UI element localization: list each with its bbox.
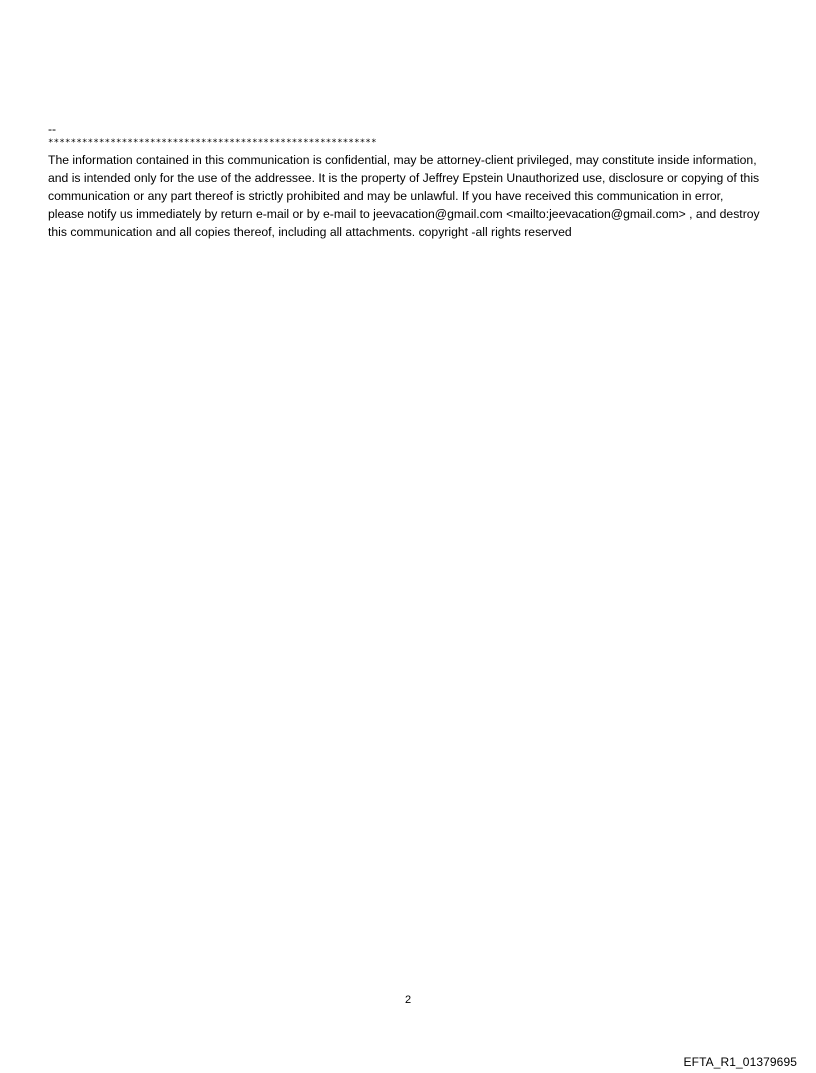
page-number: 2 xyxy=(404,994,412,1006)
asterisk-separator: ********************************************************** xyxy=(48,138,377,148)
email-body xyxy=(48,121,768,241)
signature-delimiter: -- xyxy=(48,122,57,136)
confidentiality-disclaimer: The information contained in this communication is confidential, may be attorney-client privileged, may constitute inside information, and is intended only for the use of the addressee. It is the property of Jeffrey Epstein Unauthorized use, disclosure or copying of this communication or any part thereof is strictly prohibited and may be unlawful. If you have received this communication in error, please notify us immediately by return e-mail or by e-mail to jeevacation@gmail.com <mailto:jeevacation@gmail.com> , and destroy this communication and all copies thereof, including all attachments. copyright -all rights reserved xyxy=(48,153,760,239)
bates-number: EFTA_R1_01379695 xyxy=(683,1055,797,1069)
